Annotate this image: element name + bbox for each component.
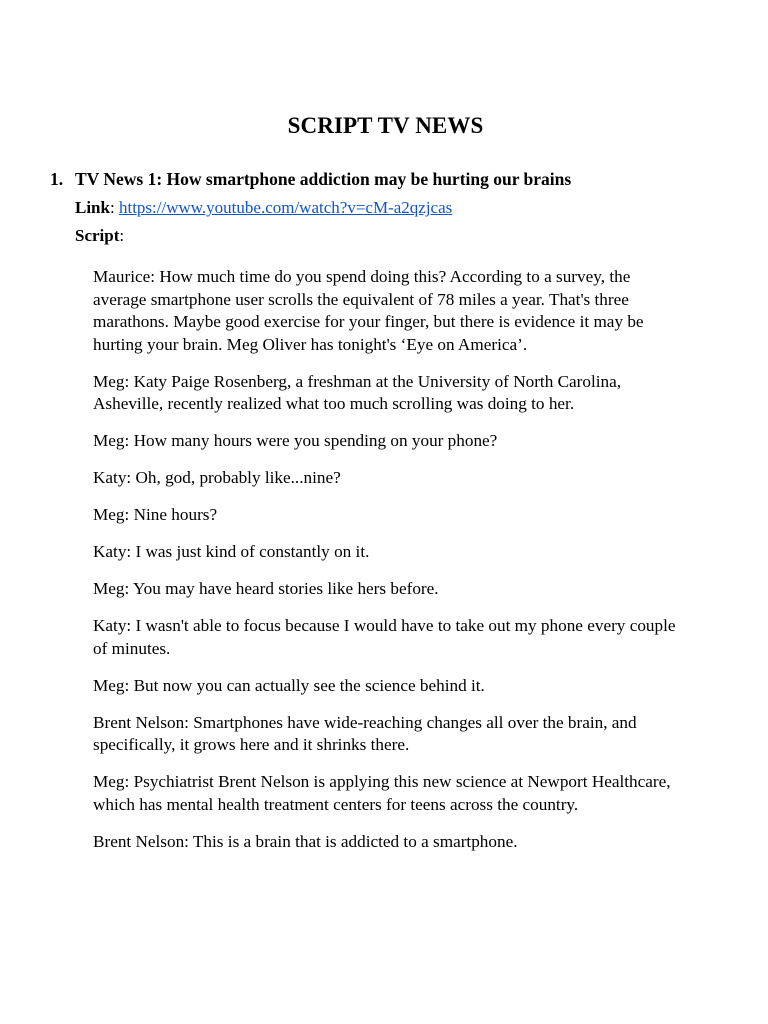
- script-paragraph: Katy: Oh, god, probably like...nine?: [93, 468, 341, 487]
- script-label: Script: [75, 226, 120, 245]
- script-paragraph: Meg: Nine hours?: [93, 505, 218, 524]
- link-label: Link: [75, 198, 110, 217]
- section-heading: [50, 169, 571, 190]
- script-paragraph: Brent Nelson: This is a brain that is addicted to a smartphone.: [93, 831, 518, 851]
- script-paragraph: Meg: How many hours were you spending on your phone?: [93, 431, 498, 450]
- script-line: [75, 226, 124, 246]
- link-separator: :: [109, 198, 119, 217]
- script-body: [93, 266, 683, 868]
- script-paragraph: Meg: But now you can actually see the science behind it.: [93, 675, 485, 695]
- script-paragraph: Katy: I was just kind of constantly on it.: [93, 542, 370, 561]
- script-paragraph: Meg: Katy Paige Rosenberg, a freshman at the University of North Carolina, Asheville, recently realized what too much scrolling was doing to her.: [93, 371, 622, 413]
- script-paragraph: Meg: You may have heard stories like hers before.: [93, 579, 439, 598]
- script-paragraph: Brent Nelson: Smartphones have wide-reaching changes all over the brain, and specifically, it grows here and it shrinks there.: [93, 712, 637, 754]
- script-paragraph: Katy: I wasn't able to focus because I would have to take out my phone every couple of minutes.: [93, 616, 676, 658]
- script-separator: :: [119, 226, 125, 245]
- section-heading-text: TV News 1: How smartphone addiction may be hurting our brains: [75, 169, 572, 189]
- document-title: SCRIPT TV NEWS: [287, 113, 484, 138]
- script-paragraph: Maurice: How much time do you spend doing this? According to a survey, the average smartphone user scrolls the equivalent of 78 miles a year. That's three marathons. Maybe good exercise for your finger, but there is evidence it may be hurting your brain. Meg Oliver has tonight's ‘Eye on America’.: [93, 267, 644, 354]
- link-line: [75, 198, 452, 218]
- section-number: 1.: [50, 169, 64, 189]
- video-link[interactable]: https://www.youtube.com/watch?v=cM-a2qzjcas: [118, 198, 453, 217]
- script-paragraph: Meg: Psychiatrist Brent Nelson is applying this new science at Newport Healthcare, which has mental health treatment centers for teens across the country.: [93, 772, 671, 814]
